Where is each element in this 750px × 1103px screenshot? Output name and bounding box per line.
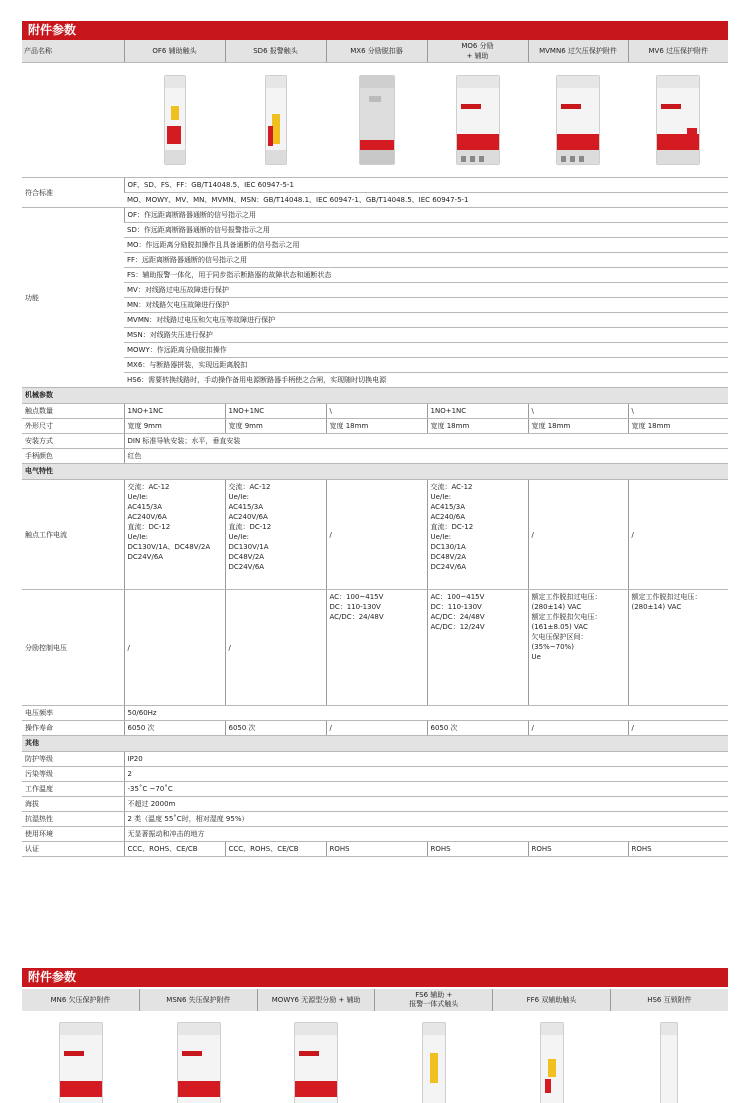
standards-label: 符合标准 [22,178,124,208]
protection-row [22,752,728,767]
bottom-product: MSN6 失压保护附件 [140,989,258,1011]
life-value: / [628,721,728,736]
function-line: HS6：需要转换线路时，手动操作备用电源断路器手柄使之合闸，实现随时切换电源 [124,373,728,388]
altitude-row [22,797,728,812]
mn6-product-image [59,1022,103,1103]
certification-row [22,842,728,857]
function-line: MN：对线路欠电压故障进行保护 [124,298,728,313]
function-row [22,343,728,358]
product-image-cell [528,63,628,178]
bottom-images-row [22,1018,728,1103]
bottom-product: FS6 辅助 + 报警一体式触头 [375,989,493,1011]
function-row [22,328,728,343]
header-label: 产品名称 [22,40,124,63]
header-product: MV6 过压保护附件 [628,40,728,63]
ff6-product-image [540,1022,564,1103]
product-image-row [22,63,728,178]
bottom-product: FF6 双辅助触头 [493,989,611,1011]
bottom-product: HS6 互锁附件 [610,989,728,1011]
pollution-label: 污染等级 [22,767,124,782]
environment-row [22,827,728,842]
standards-line: MO、MOWY、MV、MN、MVMN、MSN：GB/T14048.1、IEC 60947-1、GB/T14048.5、IEC 60947-5-1 [124,193,728,208]
function-line: MOWY：作远距离分励脱扣操作 [124,343,728,358]
certification-label: 认证 [22,842,124,857]
dimensions-value: 宽度 9mm [225,419,326,434]
section-row [22,736,728,752]
life-value: / [326,721,427,736]
bottom-header-table [22,989,728,1011]
handle-color-value: 红色 [124,449,728,464]
life-value: 6050 次 [124,721,225,736]
bottom-image-cell [610,1018,728,1103]
certification-value: ROHS [628,842,728,857]
shunt-voltage-value: AC：100~415V DC：110-130V AC/DC：24/48V AC/DC：12/24V [427,590,528,706]
humidity-label: 抗湿热性 [22,812,124,827]
bottom-product: MOWY6 无源型分励 + 辅助 [257,989,375,1011]
function-line: OF：作远距离断路器通断的信号指示之用 [124,208,728,223]
temperature-row [22,782,728,797]
standards-line: OF、SD、FS、FF：GB/T14048.5、IEC 60947-5-1 [124,178,728,193]
bottom-image-cell [140,1018,258,1103]
function-line: FS：辅助报警一体化，用于同步指示断路器的故障状态和通断状态 [124,268,728,283]
contacts-value: \ [528,404,628,419]
certification-value: ROHS [427,842,528,857]
header-product: MX6 分励脱扣器 [326,40,427,63]
shunt-voltage-value: / [225,590,326,706]
contact-current-value: / [628,480,728,590]
pollution-value: 2 [124,767,728,782]
section-title: 附件参数 [22,21,728,40]
dimensions-value: 宽度 18mm [628,419,728,434]
shunt-voltage-value: / [124,590,225,706]
contacts-value: \ [628,404,728,419]
shunt-voltage-value: 额定工作脱扣过电压： (280±14) VAC 额定工作脱扣欠电压： (161±8.05) VAC 欠电压保护区间：(35%~70%) Ue [528,590,628,706]
standards-row [22,193,728,208]
product-image-cell [124,63,225,178]
contact-current-value: 交流：AC-12 Ue/Ie: AC415/3A AC240/6A 直流：DC-12 Ue/Ie: DC130/1A DC48V/2A DC24V/6A [427,480,528,590]
certification-value: ROHS [528,842,628,857]
mowy6-product-image [294,1022,338,1103]
header-product: MO6 分励 + 辅助 [427,40,528,63]
function-line: MVMN：对线路过电压和欠电压等故障进行保护 [124,313,728,328]
contact-current-value: / [528,480,628,590]
life-value: 6050 次 [225,721,326,736]
mv6-product-image [656,75,700,165]
standards-row [22,178,728,193]
function-line: MX6：与断路器拼装，实现远距离脱扣 [124,358,728,373]
header-row [22,40,728,63]
function-line: MO：作远距离分励脱扣操作且具备通断的信号指示之用 [124,238,728,253]
hs6-product-image [660,1022,678,1103]
image-spacer [22,63,124,178]
contacts-label: 触点数量 [22,404,124,419]
product-image-cell [427,63,528,178]
function-row [22,223,728,238]
contacts-value: \ [326,404,427,419]
contact-current-value: 交流：AC-12 Ue/Ie: AC415/3A AC240V/6A 直流：DC-12 Ue/Ie: DC130V/1A、DC48V/2A DC24V/6A [124,480,225,590]
other-section-title: 其他 [22,736,728,752]
dimensions-label: 外形尺寸 [22,419,124,434]
electrical-section-title: 电气特性 [22,464,728,480]
temperature-label: 工作温度 [22,782,124,797]
dimensions-row [22,419,728,434]
protection-label: 防护等级 [22,752,124,767]
installation-value: DIN 标准导轨安装；水平，垂直安装 [124,434,728,449]
humidity-row [22,812,728,827]
function-line: SD：作远距离断路器通断的信号报警指示之用 [124,223,728,238]
bottom-image-cell [257,1018,375,1103]
sd6-product-image [265,75,287,165]
dimensions-value: 宽度 18mm [427,419,528,434]
dimensions-value: 宽度 9mm [124,419,225,434]
contacts-value: 1NO+1NC [225,404,326,419]
shunt-voltage-value: AC：100~415V DC：110-130V AC/DC：24/48V [326,590,427,706]
pollution-row [22,767,728,782]
mvmn6-product-image [556,75,600,165]
dimensions-value: 宽度 18mm [326,419,427,434]
function-row [22,268,728,283]
contact-current-row [22,480,728,590]
bottom-image-cell [375,1018,493,1103]
certification-value: ROHS [326,842,427,857]
bottom-product: MN6 欠压保护附件 [22,989,140,1011]
function-row [22,373,728,388]
handle-color-row [22,449,728,464]
function-line: MSN：对线路失压进行保护 [124,328,728,343]
shunt-voltage-label: 分励控制电压 [22,590,124,706]
function-row [22,298,728,313]
contacts-value: 1NO+1NC [124,404,225,419]
contact-current-label: 触点工作电流 [22,480,124,590]
frequency-value: 50/60Hz [124,706,728,721]
function-row [22,253,728,268]
function-line: FF：远距离断路器通断的信号指示之用 [124,253,728,268]
product-image-cell [326,63,427,178]
life-label: 操作寿命 [22,721,124,736]
fs6-product-image [422,1022,446,1103]
environment-value: 无显著振动和冲击的地方 [124,827,728,842]
msn6-product-image [177,1022,221,1103]
bottom-image-cell [493,1018,611,1103]
dimensions-value: 宽度 18mm [528,419,628,434]
certification-value: CCC、ROHS、CE/CB [225,842,326,857]
temperature-value: -35˚C ~70˚C [124,782,728,797]
function-line: MV：对线路过电压故障进行保护 [124,283,728,298]
installation-label: 安装方式 [22,434,124,449]
mx6-product-image [359,75,395,165]
mo6-product-image [456,75,500,165]
function-row [22,238,728,253]
section-row [22,464,728,480]
contact-current-value: 交流：AC-12 Ue/Ie: AC415/3A AC240V/6A 直流：DC-12 Ue/Ie: DC130V/1A DC48V/2A DC24V/6A [225,480,326,590]
bottom-header-row [22,989,728,1011]
function-row [22,358,728,373]
function-row [22,313,728,328]
header-product: MVMN6 过欠压保护附件 [528,40,628,63]
shunt-voltage-value: 额定工作脱扣过电压： (280±14) VAC [628,590,728,706]
certification-value: CCC、ROHS、CE/CB [124,842,225,857]
environment-label: 使用环境 [22,827,124,842]
bottom-image-cell [22,1018,140,1103]
product-image-cell [628,63,728,178]
shunt-voltage-row [22,590,728,706]
handle-color-label: 手柄颜色 [22,449,124,464]
product-image-cell [225,63,326,178]
installation-row [22,434,728,449]
functions-label: 功能 [22,208,124,388]
protection-value: IP20 [124,752,728,767]
function-row [22,208,728,223]
frequency-row [22,706,728,721]
frequency-label: 电压频率 [22,706,124,721]
bottom-section-title: 附件参数 [22,968,728,987]
contacts-row [22,404,728,419]
contact-current-value: / [326,480,427,590]
life-value: / [528,721,628,736]
humidity-value: 2 类（温度 55˚C时，相对湿度 95%） [124,812,728,827]
life-row [22,721,728,736]
mechanical-section-title: 机械参数 [22,388,728,404]
header-product: OF6 辅助触头 [124,40,225,63]
life-value: 6050 次 [427,721,528,736]
section-row [22,388,728,404]
function-row [22,283,728,298]
altitude-value: 不超过 2000m [124,797,728,812]
header-product: SD6 报警触头 [225,40,326,63]
altitude-label: 海拔 [22,797,124,812]
contacts-value: 1NO+1NC [427,404,528,419]
spec-table [22,40,728,857]
of6-product-image [164,75,186,165]
